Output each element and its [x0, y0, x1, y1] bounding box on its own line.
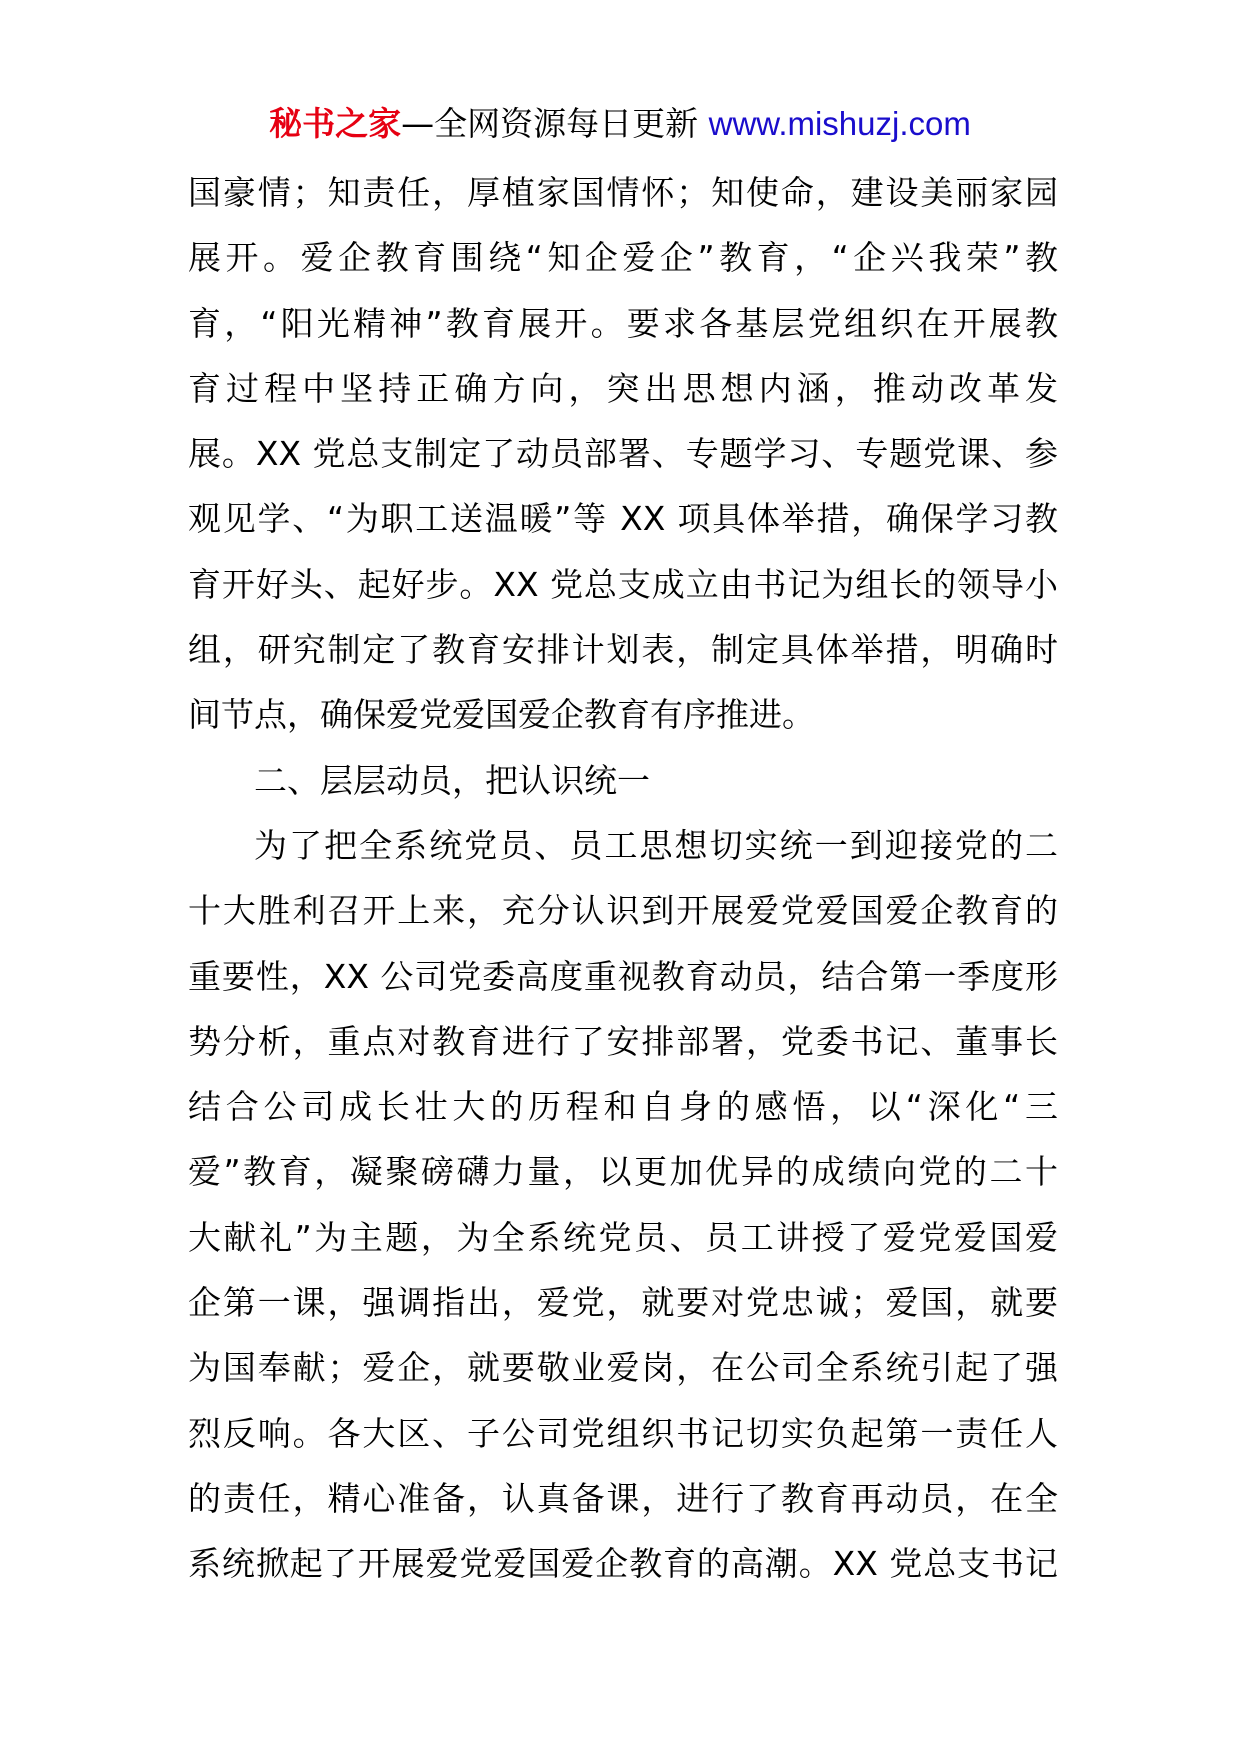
text-line: 育开好头、起好步。XX 党总支成立由书记为组长的领导小: [188, 564, 1058, 604]
page-header: [0, 102, 1240, 146]
text-line: 育过程中坚持正确方向，突出思想内涵，推动改革发: [188, 368, 1058, 408]
text-line: 重要性，XX 公司党委高度重视教育动员，结合第一季度形: [188, 956, 1058, 996]
text-line: 展开。爱企教育围绕“知企爱企”教育，“企兴我荣”教: [188, 238, 1058, 278]
text-line: 展。XX 党总支制定了动员部署、专题学习、专题党课、参: [188, 434, 1058, 474]
text-line: 十大胜利召开上来，充分认识到开展爱党爱国爱企教育的: [188, 891, 1058, 931]
section-heading: 二、层层动员，把认识统一: [254, 760, 650, 800]
text-line: 为了把全系统党员、员工思想切实统一到迎接党的二: [254, 825, 1058, 865]
header-tagline: —全网资源每日更新: [401, 104, 709, 143]
text-line: 企第一课，强调指出，爱党，就要对党忠诚；爱国，就要: [188, 1283, 1058, 1323]
text-line: 为国奉献；爱企，就要敬业爱岗，在公司全系统引起了强: [188, 1348, 1058, 1388]
text-line: 系统掀起了开展爱党爱国爱企教育的高潮。XX 党总支书记: [188, 1544, 1058, 1584]
text-line: 大献礼”为主题，为全系统党员、员工讲授了爱党爱国爱: [188, 1217, 1058, 1257]
text-line: 结合公司成长壮大的历程和自身的感悟，以“深化“三: [188, 1087, 1058, 1127]
text-line: 组，研究制定了教育安排计划表，制定具体举措，明确时: [188, 630, 1058, 670]
text-line: 烈反响。各大区、子公司党组织书记切实负起第一责任人: [188, 1413, 1058, 1453]
text-line: 观见学、“为职工送温暖”等 XX 项具体举措，确保学习教: [188, 499, 1058, 539]
brand-name: 秘书之家: [269, 104, 402, 143]
text-line: 国豪情；知责任，厚植家国情怀；知使命，建设美丽家园: [188, 173, 1058, 212]
text-line: 势分析，重点对教育进行了安排部署，党委书记、董事长: [188, 1021, 1058, 1061]
text-line: 爱”教育，凝聚磅礴力量，以更加优异的成绩向党的二十: [188, 1152, 1058, 1192]
text-line: 间节点，确保爱党爱国爱企教育有序推进。: [188, 695, 815, 735]
text-line: 育，“阳光精神”教育展开。要求各基层党组织在开展教: [188, 303, 1058, 343]
document-body: [188, 160, 1058, 1597]
text-line: 的责任，精心准备，认真备课，进行了教育再动员，在全: [188, 1478, 1058, 1518]
site-link[interactable]: www.mishuzj.com: [708, 105, 971, 142]
